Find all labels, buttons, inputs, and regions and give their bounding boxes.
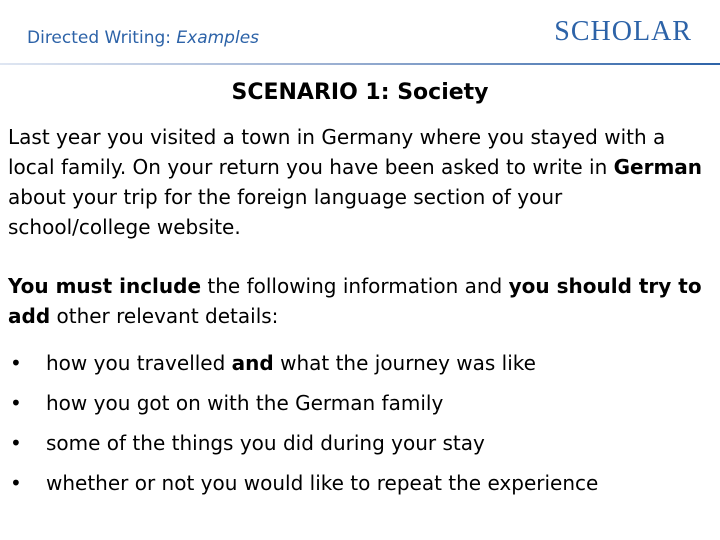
header-title (27, 28, 259, 48)
instruction-paragraph (8, 271, 708, 331)
intro-bold-german: German (613, 155, 703, 179)
header-title-prefix: Directed Writing: (27, 28, 177, 48)
bullet-icon: • (10, 351, 22, 375)
intro-text-1: Last year you visited a town in Germany where you stayed with a local family. On your return you have been asked to write in (8, 125, 666, 179)
list-item-bold: and (231, 351, 274, 375)
list-item-text-after: what the journey was like (273, 351, 536, 375)
header-divider (0, 63, 720, 65)
slide-header (0, 0, 720, 64)
scenario-heading: SCENARIO 1: Society (231, 80, 489, 105)
list-item-text: some of the things you did during your stay (46, 431, 485, 455)
instruction-bold-1: You must include (8, 274, 202, 298)
bullet-icon: • (10, 391, 22, 415)
requirements-list (8, 343, 708, 503)
instruction-bold-2: you should try to add (8, 274, 702, 328)
instruction-text-1: the following information and (201, 274, 509, 298)
intro-paragraph (8, 122, 708, 242)
list-item-text: how you travelled (46, 351, 232, 375)
list-item (8, 343, 708, 383)
list-item (8, 383, 708, 423)
intro-text-2: about your trip for the foreign language section of your school/college website. (8, 185, 563, 239)
list-item (8, 463, 708, 503)
list-item (8, 423, 708, 463)
instruction-text-2: other relevant details: (50, 304, 279, 328)
list-item-text: how you got on with the German family (46, 391, 444, 415)
bullet-icon: • (10, 471, 22, 495)
list-item-text: whether or not you would like to repeat the experience (46, 471, 599, 495)
bullet-icon: • (10, 431, 22, 455)
header-title-italic: Examples (176, 28, 260, 48)
scholar-logo: SCHOLAR (554, 16, 692, 47)
